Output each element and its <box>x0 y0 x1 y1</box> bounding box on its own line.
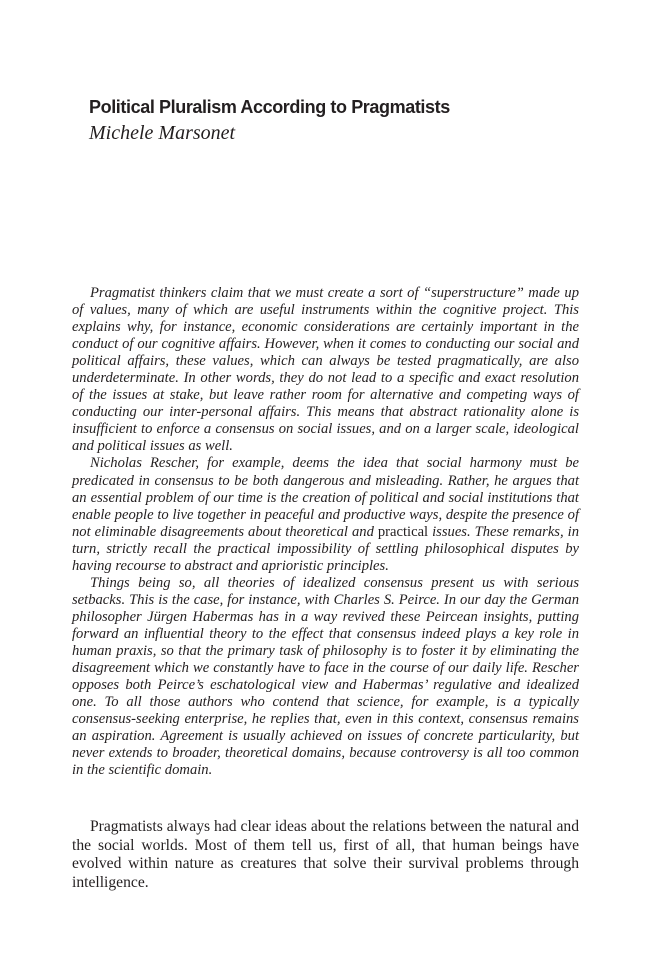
abstract-paragraph-3: Things being so, all theories of idealized consensus present us with serious setbacks. This is the case, for instance, with Charles S. Peirce. In our day the German philosopher Jürgen Habermas has in a way revived these Peircean insights, putting forward an influential theory to the effect that consensus indeed plays a key role in human praxis, so that the primary task of philosophy is to foster it by eliminating the disagreement which we constantly have to face in the course of our daily life. Rescher opposes both Peirce’s eschatological view and Habermas’ regulative and idealized one. To all those authors who contend that science, for example, is a typically consensus-seeking enterprise, he replies that, even in this context, consensus remains an aspiration. Agreement is usually achieved on issues of concrete particularity, but never extends to broader, theoretical domains, because controversy is all too common in the scientific domain. <box>72 574 579 779</box>
abstract-paragraph-1: Pragmatist thinkers claim that we must create a sort of “superstructure” made up of values, many of which are useful instruments within the cognitive project. This explains why, for instance, economic considerations are certainly important in the conduct of our cognitive affairs. However, when it comes to conducting our social and political affairs, these values, which can always be tested pragmatically, are also underdeterminate. In other words, they do not lead to a specific and exact resolution of the issues at stake, but leave rather room for alternative and competing ways of conducting our inter-personal affairs. This means that abstract rationality alone is insufficient to enforce a consensus on social issues, and on a larger scale, ideological and political issues as well. <box>72 285 579 455</box>
abstract <box>72 285 579 779</box>
body-paragraph-1: Pragmatists always had clear ideas about the relations between the natural and the social worlds. Most of them tell us, first of all, that human beings have evolved within nature as creatures that solve their survival problems through intelligence. <box>72 818 579 891</box>
body-text <box>72 818 579 892</box>
abstract-paragraph-2 <box>72 455 579 574</box>
abstract-paragraph-2-text-b: issues. These remarks, in turn, strictly recall the practical impossibility of settling philosophical disputes by having recourse to abstract and aprioristic principles. <box>72 523 579 574</box>
author-name: Michele Marsonet <box>89 122 236 144</box>
abstract-paragraph-2-text-a: Nicholas Rescher, for example, deems the idea that social harmony must be predicated in consensus to be both dangerous and misleading. Rather, he argues that an essential problem of our time is the creation of political and social institutions that enable people to live together in peaceful and productive ways, despite the presence of not eliminable disagreements about theoretical and <box>72 455 579 540</box>
article-title: Political Pluralism According to Pragmatists <box>89 97 450 117</box>
abstract-paragraph-2-upright-word: practical <box>377 523 429 540</box>
